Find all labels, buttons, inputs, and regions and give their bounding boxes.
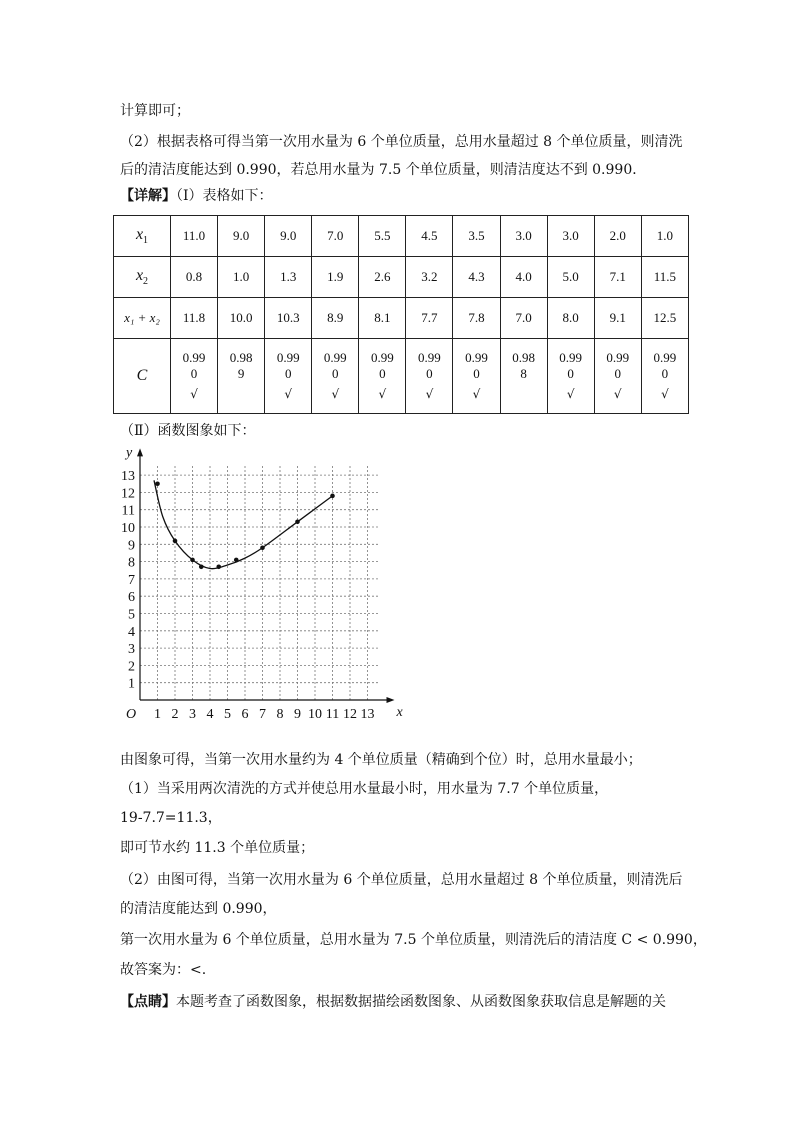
cell-c-line: 0.99 (465, 350, 488, 365)
cell-c-line: 0.98 (229, 350, 253, 365)
text-line-3: 后的清洁度能达到 0.990，若总用水量为 7.5 个单位质量，则清洁度达不到 0.990． (120, 162, 647, 178)
check-mark (501, 386, 547, 402)
check-mark: √ (378, 387, 387, 401)
x-tick-label: 12 (343, 707, 357, 722)
cell-x2-11: 11.5 (641, 257, 688, 298)
cell-c-line: 0.99 (418, 350, 441, 365)
cell-x2-1: 0.8 (171, 257, 218, 298)
origin-label: O (126, 707, 137, 722)
cell-c-line: 0.99 (182, 350, 206, 365)
cell-sum-10: 9.1 (594, 298, 641, 339)
text-line-12: 第一次用水量为 6 个单位质量，总用水量为 7.5 个单位质量，则清洗后的清洁度 C < 0.990， (120, 932, 707, 948)
cell-x2-3: 1.3 (265, 257, 312, 298)
cell-c-line: 0.99 (606, 350, 630, 365)
table-row-x1 (114, 216, 689, 257)
data-point (155, 481, 160, 486)
remark-label: 【点睛】 (120, 994, 176, 1010)
text-line-7: （1）当采用两次清洗的方式并使总用水量最小时，用水量为 7.7 个单位质量， (120, 781, 609, 797)
fitted-curve (154, 480, 333, 568)
text-line-2: （2）根据表格可得当第一次用水量为 6 个单位质量，总用水量超过 8 个单位质量，则清洗 (120, 134, 683, 150)
cell-c-line: 0.99 (559, 350, 583, 365)
y-tick-label: 11 (121, 503, 135, 519)
row-label-c: C (114, 339, 171, 414)
data-point (330, 494, 335, 499)
cell-c-line: 0.98 (512, 350, 535, 365)
cell-c-10 (594, 339, 641, 414)
text-line-8: 19-7.7=11.3， (120, 810, 222, 826)
remark-text: 本题考查了函数图象，根据数据描绘函数图象、从函数图象获取信息是解题的关 (176, 994, 666, 1010)
check-mark: √ (566, 387, 575, 401)
y-tick-label: 7 (128, 572, 135, 588)
cell-sum-4: 8.9 (312, 298, 359, 339)
y-tick-label: 8 (128, 555, 135, 571)
table-row-x2 (114, 257, 689, 298)
table-row-sum (114, 298, 689, 339)
y-tick-label: 5 (128, 607, 135, 623)
cell-x1-8: 3.0 (500, 216, 547, 257)
check-mark: √ (472, 387, 481, 401)
cell-c-11 (641, 339, 688, 414)
text-line-6: 由图象可得，当第一次用水量约为 4 个单位质量（精确到个位）时，总用水量最小； (120, 752, 642, 768)
cell-x1-11: 1.0 (641, 216, 688, 257)
cell-x1-9: 3.0 (547, 216, 594, 257)
data-point (190, 558, 195, 563)
text-line-1: 计算即可； (120, 103, 190, 119)
cell-c-line: 0.99 (653, 350, 677, 365)
cell-x1-5: 5.5 (359, 216, 406, 257)
x-tick-label: 7 (259, 707, 266, 722)
cell-c-line: 0 (332, 366, 339, 381)
cell-c-4 (312, 339, 359, 414)
row-label-sum: x₁ + x₂ (114, 298, 171, 339)
check-mark: √ (190, 387, 198, 401)
cell-c-line: 0.99 (370, 350, 394, 365)
detail-heading (120, 186, 273, 206)
cell-x1-1: 11.0 (171, 216, 218, 257)
cell-c-line: 0 (614, 366, 621, 381)
x-tick-label: 9 (294, 707, 301, 722)
cell-sum-1: 11.8 (171, 298, 218, 339)
x-tick-label: 5 (224, 707, 231, 722)
row-label-x2: $x_2$ (114, 257, 171, 298)
function-graph (115, 445, 415, 725)
y-tick-label: 13 (121, 469, 135, 485)
x-tick-label: 4 (206, 707, 214, 722)
y-tick-label: 6 (128, 590, 135, 606)
text-line-13: 故答案为：<. (120, 962, 207, 978)
cell-c-line: 0 (473, 366, 480, 381)
y-tick-label: 1 (128, 676, 135, 692)
cell-c-2 (218, 339, 265, 414)
cell-c-3 (265, 339, 312, 414)
data-point (173, 539, 178, 544)
x-tick-label: 6 (241, 707, 249, 722)
y-tick-label: 10 (121, 521, 135, 536)
cell-sum-7: 7.8 (453, 298, 500, 339)
check-mark: √ (661, 387, 669, 401)
table-row-c (114, 339, 689, 414)
cell-x1-7: 3.5 (453, 216, 500, 257)
text-line-9: 即可节水约 11.3 个单位质量； (120, 840, 315, 856)
check-mark (218, 386, 264, 402)
x-tick-label: 1 (154, 707, 161, 722)
y-tick-label: 9 (128, 538, 135, 554)
cell-c-line: 0 (661, 366, 669, 381)
cell-sum-9: 8.0 (547, 298, 594, 339)
cell-c-line: 0 (379, 366, 386, 381)
cell-sum-5: 8.1 (359, 298, 406, 339)
cell-c-line: 9 (237, 366, 245, 381)
data-point (199, 564, 204, 569)
cell-x1-6: 4.5 (406, 216, 453, 257)
cell-x2-7: 4.3 (453, 257, 500, 298)
cell-x1-2: 9.0 (218, 216, 265, 257)
check-mark: √ (284, 387, 293, 401)
y-tick-label: 2 (128, 659, 135, 675)
y-tick-label: 3 (128, 642, 135, 658)
cell-x2-8: 4.0 (500, 257, 547, 298)
y-tick-label: 4 (128, 624, 135, 640)
cell-x1-10: 2.0 (594, 216, 641, 257)
y-tick-label: 12 (121, 486, 135, 502)
data-point (216, 564, 221, 569)
cell-x1-4: 7.0 (312, 216, 359, 257)
data-point (260, 545, 265, 550)
detail-label: 【详解】 (120, 188, 176, 204)
check-mark: √ (613, 387, 622, 401)
y-axis-label: y (126, 445, 133, 461)
x-tick-label: 11 (325, 707, 340, 722)
data-table (113, 215, 689, 414)
x-tick-label: 3 (189, 707, 196, 722)
cell-c-9 (547, 339, 594, 414)
cell-c-line: 0 (190, 366, 198, 381)
cell-c-6 (406, 339, 453, 414)
cell-x2-10: 7.1 (594, 257, 641, 298)
cell-c-line: 0 (567, 366, 574, 381)
text-line-5: （Ⅱ）函数图象如下： (120, 423, 256, 439)
remark-heading (120, 992, 666, 1012)
cell-c-8 (500, 339, 547, 414)
cell-c-1 (171, 339, 218, 414)
cell-sum-6: 7.7 (406, 298, 453, 339)
cell-c-line: 0.99 (323, 350, 347, 365)
cell-c-line: 0.99 (276, 350, 300, 365)
x-tick-label: 8 (276, 707, 284, 722)
cell-x2-6: 3.2 (406, 257, 453, 298)
data-point (295, 520, 300, 525)
cell-sum-3: 10.3 (265, 298, 312, 339)
x-tick-label: 10 (308, 707, 322, 722)
cell-x2-4: 1.9 (312, 257, 359, 298)
row-label-x1: $x_1$ (114, 216, 171, 257)
cell-c-line: 0 (426, 366, 433, 381)
x-tick-label: 2 (171, 707, 179, 722)
cell-x1-3: 9.0 (265, 216, 312, 257)
cell-sum-2: 10.0 (218, 298, 265, 339)
x-tick-label: 13 (360, 707, 375, 722)
text-line-10: （2）由图可得，当第一次用水量为 6 个单位质量，总用水量超过 8 个单位质量，则清洗后 (120, 872, 683, 888)
cell-x2-2: 1.0 (218, 257, 265, 298)
cell-x2-5: 2.6 (359, 257, 406, 298)
x-axis-arrow (387, 697, 395, 703)
check-mark: √ (425, 387, 434, 401)
cell-sum-8: 7.0 (500, 298, 547, 339)
cell-c-7 (453, 339, 500, 414)
check-mark: √ (331, 387, 340, 401)
cell-x2-9: 5.0 (547, 257, 594, 298)
detail-text: （Ⅰ）表格如下： (176, 188, 273, 204)
cell-c-line: 8 (520, 366, 527, 381)
cell-c-5 (359, 339, 406, 414)
y-axis-arrow (137, 448, 143, 456)
data-point (234, 558, 239, 563)
text-line-11: 的清洁度能达到 0.990， (120, 901, 277, 917)
x-axis-label: x (396, 705, 403, 720)
cell-c-line: 0 (284, 366, 292, 381)
cell-sum-11: 12.5 (641, 298, 688, 339)
